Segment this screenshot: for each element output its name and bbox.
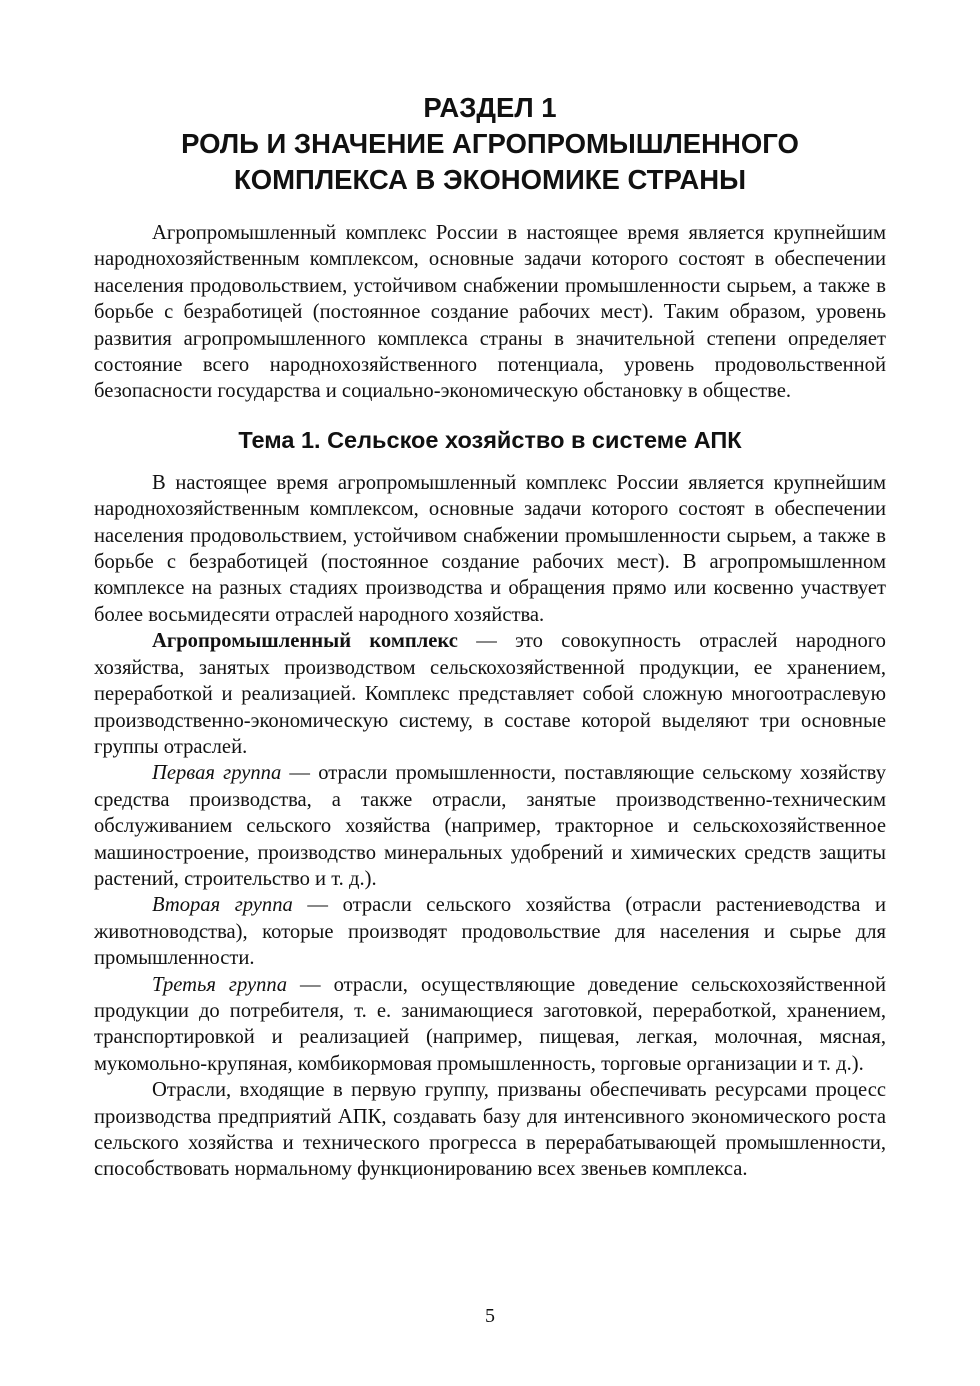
group1-paragraph	[94, 760, 886, 892]
definition-paragraph	[94, 628, 886, 760]
group3-term: Третья группа	[152, 973, 288, 996]
group3-text: — отрасли, осуществляющие доведение сельскохозяйственной продукции до потребителя, т. е. занимающиеся заготовкой, переработкой, хранением, транспортировкой и реализацией (например, пищевая, легкая, молочная, мясная, мукомольно-крупяная, комбикормовая промышленность, торговые организации и т. д.).	[94, 973, 886, 1075]
topic-title: Тема 1. Сельское хозяйство в системе АПК	[238, 426, 742, 453]
topic-paragraph-1: В настоящее время агропромышленный комплекс России является крупнейшим народнохозяйственным комплексом, основные задачи которого состоят в обеспечении населения продовольствием, устойчивом снабжении промышленности сырьем, а также в борьбе с безработицей (постоянное создание рабочих мест). В агропромышленном комплексе на разных стадиях производства и обращения прямо или косвенно участвует более восьмидесяти отраслей народного хозяйства.	[94, 471, 886, 626]
definition-text: — это совокупность отраслей народного хозяйства, занятых производством сельскохозяйственной продукции, ее хранением, переработкой и реализацией. Комплекс представляет собой сложную многоотраслевую производственно-экономическую систему, в составе которой выделяют три основные группы отраслей.	[94, 630, 886, 758]
topic-paragraph-last: Отрасли, входящие в первую группу, призваны обеспечивать ресурсами процесс производства предприятий АПК, создавать базу для интенсивного экономического роста сельского хозяйства и технического прогресса в перерабатывающей промышленности, способствовать нормальному функционированию всех звеньев комплекса.	[94, 1079, 886, 1181]
section-title-line: КОМПЛЕКСА В ЭКОНОМИКЕ СТРАНЫ	[233, 164, 747, 195]
section-intro-paragraph: Агропромышленный комплекс России в настоящее время является крупнейшим народнохозяйственным комплексом, основные задачи которого состоят в обеспечении населения продовольствием, устойчивом снабжении промышленности сырьем, а также в борьбе с безработицей (постоянное создание рабочих мест). Таким образом, уровень развития агропромышленного комплекса страны в значительной степени определяет состояние всего народнохозяйственного потенциала, уровень продовольственной безопасности государства и социально-экономическую обстановку в обществе.	[94, 222, 886, 403]
section-title-line: РОЛЬ И ЗНАЧЕНИЕ АГРОПРОМЫШЛЕННОГО	[181, 128, 799, 159]
group1-text: — отрасли промышленности, поставляющие сельскому хозяйству средства производства, а также отрасли, занятые производственно-техническим обслуживанием сельского хозяйства (например, тракторное и сельскохозяйственное машиностроение, производство минеральных удобрений и химических средств защиты растений, строительство и т. д.).	[94, 762, 886, 890]
definition-term: Агропромышленный комплекс	[152, 630, 458, 653]
page-body	[94, 90, 886, 1183]
group2-term: Вторая группа	[152, 894, 293, 917]
section-title	[94, 90, 886, 198]
group2-paragraph	[94, 892, 886, 971]
group2-text: — отрасли сельского хозяйства (отрасли растениеводства и животноводства), которые производят продовольствие для населения и сырье для промышленности.	[94, 894, 886, 970]
group3-paragraph	[94, 972, 886, 1078]
page-number: 5	[485, 1305, 495, 1327]
section-title-line: РАЗДЕЛ 1	[423, 92, 557, 123]
group1-term: Первая группа	[152, 762, 282, 785]
